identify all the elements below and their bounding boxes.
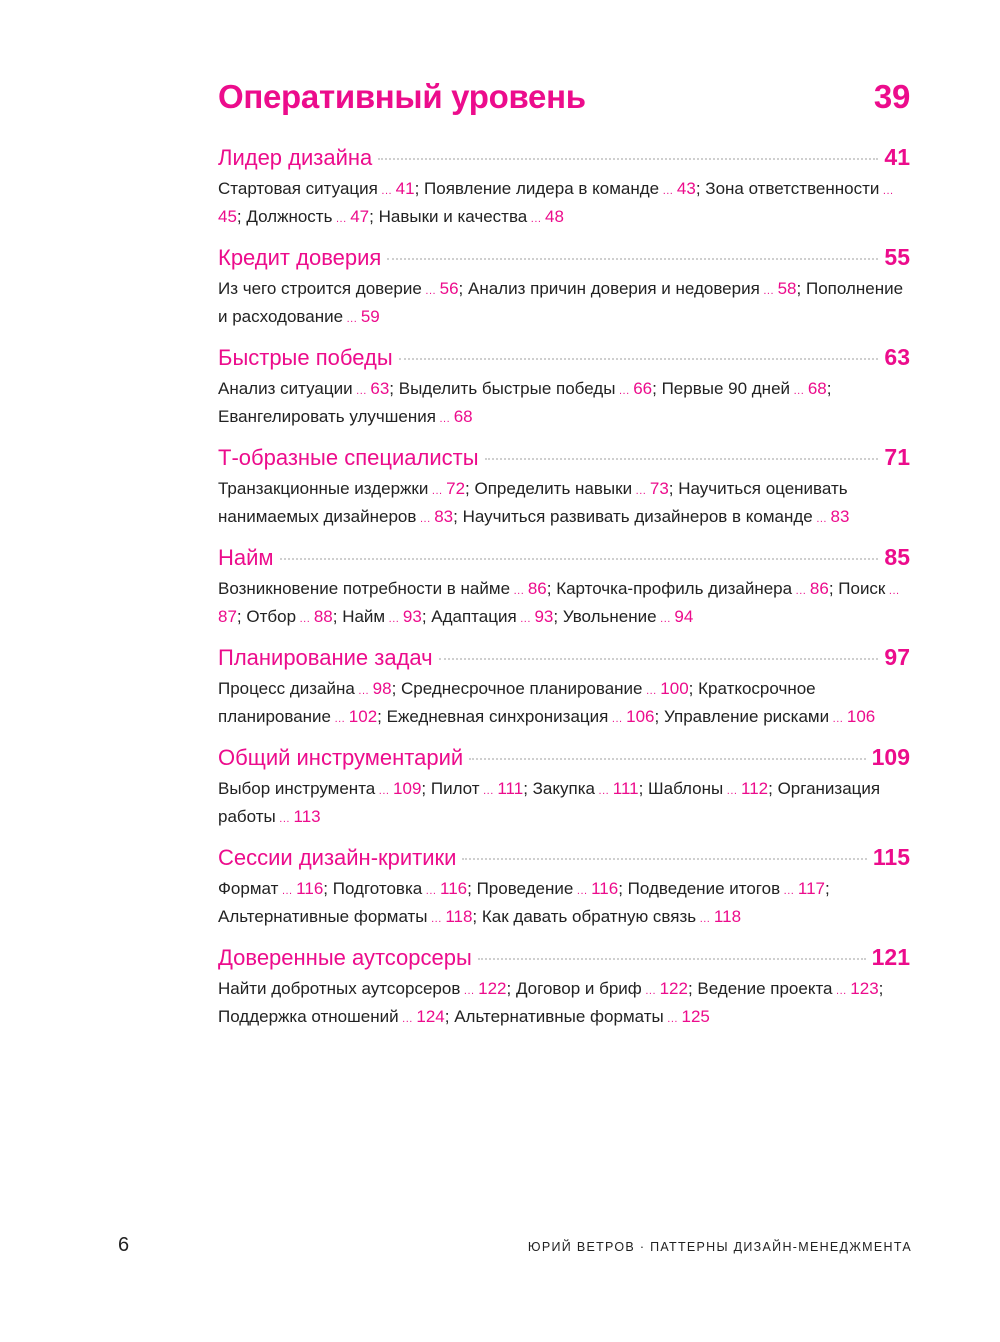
chapter-heading bbox=[218, 542, 910, 573]
section-title: Зона ответственности bbox=[705, 179, 880, 198]
chapter-page-number: 97 bbox=[884, 644, 910, 670]
section-entry bbox=[218, 479, 465, 498]
chapter-page-number: 63 bbox=[884, 344, 910, 370]
section-page-number: 122 bbox=[659, 979, 688, 998]
section-page-number: 58 bbox=[777, 279, 797, 298]
section-page-number: 109 bbox=[393, 779, 422, 798]
section-entry bbox=[401, 679, 689, 698]
section-title: Альтернативные форматы bbox=[218, 907, 428, 926]
section-page-number: 124 bbox=[416, 1007, 445, 1026]
section-title: Найм bbox=[342, 607, 386, 626]
section-entry bbox=[431, 607, 553, 626]
chapter-title: Быстрые победы bbox=[218, 345, 393, 370]
chapter-entry bbox=[218, 942, 910, 1032]
section-title: Как давать обратную связь bbox=[481, 907, 697, 926]
section-dot-leader: ... bbox=[332, 213, 351, 225]
section-entry bbox=[648, 779, 768, 798]
section-list: Стартовая ситуация ... 41; Появление лидера в команде ... 43; Зона ответственности ... 45; Должность ... 47; Навыки и качества ... 48 bbox=[218, 179, 894, 226]
section-page-number: 113 bbox=[293, 807, 321, 826]
section-title: Управление рисками bbox=[663, 707, 830, 726]
section-title: Подведение итогов bbox=[627, 879, 781, 898]
section-entry bbox=[342, 607, 422, 626]
section-list: Транзакционные издержки ... 72; Определить навыки ... 73; Научиться оценивать нанимаемых дизайнеров ... 83; Научиться развивать дизайнеров в команде ... 83 bbox=[218, 479, 850, 526]
section-entry bbox=[482, 907, 741, 926]
section-entry bbox=[463, 507, 850, 526]
section-dot-leader: ... bbox=[377, 185, 396, 197]
dot-leader bbox=[439, 658, 879, 660]
section-entry bbox=[379, 207, 564, 226]
section-page-number: 87 bbox=[218, 607, 237, 626]
section-page-number: 116 bbox=[440, 879, 468, 898]
section-title: Закупка bbox=[532, 779, 595, 798]
section-list: Найти добротных аутсорсеров ... 122; Договор и бриф ... 122; Ведение проекта ... 123; Поддержка отношений ... 124; Альтернативные форматы ... 125 bbox=[218, 979, 884, 1026]
section-page-number: 100 bbox=[660, 679, 689, 698]
section-page-number: 88 bbox=[313, 607, 333, 626]
section-title: Выбор инструмента bbox=[218, 779, 376, 798]
section-title: Транзакционные издержки bbox=[218, 479, 429, 498]
section-entry bbox=[218, 407, 473, 426]
section-title: Евангелировать улучшения bbox=[218, 407, 436, 426]
chapter-heading bbox=[218, 742, 910, 773]
dot-leader bbox=[478, 958, 866, 960]
section-title: Стартовая ситуация bbox=[218, 179, 378, 198]
section-dot-leader: ... bbox=[427, 913, 446, 925]
section-page-number: 118 bbox=[445, 907, 473, 926]
chapter-entry bbox=[218, 442, 910, 532]
section-dot-leader: ... bbox=[435, 413, 454, 425]
section-title: Адаптация bbox=[431, 607, 517, 626]
section-list: Возникновение потребности в найме ... 86; Карточка-профиль дизайнера ... 86; Поиск ... 87; Отбор ... 88; Найм ... 93; Адаптация ... 93; Увольнение ... 94 bbox=[218, 579, 900, 626]
section-page-number: 122 bbox=[478, 979, 507, 998]
dot-leader bbox=[280, 558, 879, 560]
section-dot-leader: ... bbox=[759, 285, 778, 297]
section-page-number: 56 bbox=[439, 279, 459, 298]
section-title: Увольнение bbox=[562, 607, 657, 626]
section-dot-leader: ... bbox=[812, 513, 831, 525]
section-dot-leader: ... bbox=[527, 213, 546, 225]
section-dot-leader: ... bbox=[696, 913, 714, 925]
section-entry bbox=[218, 179, 415, 198]
section-dot-leader: ... bbox=[479, 785, 498, 797]
section-entry bbox=[246, 207, 369, 226]
section-title: Проведение bbox=[476, 879, 574, 898]
section-entry bbox=[218, 779, 421, 798]
section-title: Поиск bbox=[838, 579, 886, 598]
section-page-number: 68 bbox=[453, 407, 473, 426]
section-title: Возникновение потребности в найме bbox=[218, 579, 511, 598]
chapter-title: Лидер дизайна bbox=[218, 145, 373, 170]
section-page-number: 94 bbox=[674, 607, 694, 626]
chapter-title: Найм bbox=[218, 545, 274, 570]
section-entry bbox=[628, 879, 825, 898]
chapter-heading bbox=[218, 642, 910, 673]
section-page-number: 59 bbox=[360, 307, 380, 326]
section-entry bbox=[454, 1007, 710, 1026]
section-dot-leader: ... bbox=[885, 585, 900, 597]
section-dot-leader: ... bbox=[659, 185, 677, 197]
section-title: Организация работы bbox=[218, 779, 881, 826]
section-dot-leader: ... bbox=[422, 885, 440, 897]
section-dot-leader: ... bbox=[656, 613, 675, 625]
section-title: Найти добротных аутсорсеров bbox=[218, 979, 461, 998]
chapter-page-number: 121 bbox=[871, 944, 910, 970]
section-entry bbox=[468, 279, 797, 298]
chapter-heading bbox=[218, 242, 910, 273]
section-title: Выделить быстрые победы bbox=[398, 379, 616, 398]
chapter-page-number: 85 bbox=[884, 544, 910, 570]
section-list: Формат ... 116; Подготовка ... 116; Проведение ... 116; Подведение итогов ... 117; Альтернативные форматы ... 118; Как давать обратную связь ... 118 bbox=[218, 879, 830, 926]
chapter-heading bbox=[218, 342, 910, 373]
section-dot-leader: ... bbox=[296, 613, 314, 625]
chapter-page-number: 41 bbox=[884, 144, 910, 170]
section-page-number: 111 bbox=[612, 779, 639, 798]
section-entry bbox=[563, 607, 693, 626]
page-number: 6 bbox=[118, 1234, 130, 1256]
chapter-entry bbox=[218, 642, 910, 732]
section-dot-leader: ... bbox=[573, 885, 592, 897]
chapter-heading bbox=[218, 142, 910, 173]
section-dot-leader: ... bbox=[398, 1013, 417, 1025]
section-page-number: 66 bbox=[633, 379, 653, 398]
section-title: Ежедневная синхронизация bbox=[386, 707, 609, 726]
chapter-page-number: 115 bbox=[872, 844, 910, 870]
part-page-number: 39 bbox=[873, 78, 910, 115]
section-entry bbox=[218, 907, 472, 926]
section-title: Поддержка отношений bbox=[218, 1007, 399, 1026]
section-page-number: 86 bbox=[527, 579, 547, 598]
section-dot-leader: ... bbox=[792, 585, 810, 597]
section-page-number: 93 bbox=[534, 607, 554, 626]
section-title: Формат bbox=[218, 879, 279, 898]
section-list: Из чего строится доверие ... 56; Анализ причин доверия и недоверия ... 58; Пополнение и расходование ... 59 bbox=[218, 279, 904, 326]
section-entry bbox=[474, 479, 668, 498]
section-page-number: 86 bbox=[809, 579, 829, 598]
chapter-title: Планирование задач bbox=[218, 645, 433, 670]
section-entry bbox=[424, 179, 696, 198]
section-page-number: 41 bbox=[395, 179, 415, 198]
section-dot-leader: ... bbox=[829, 713, 847, 725]
section-title: Навыки и качества bbox=[378, 207, 528, 226]
chapter-heading bbox=[218, 942, 910, 973]
chapter-entry bbox=[218, 742, 910, 832]
section-dot-leader: ... bbox=[663, 1013, 682, 1025]
chapter-entry bbox=[218, 242, 910, 332]
section-entry bbox=[477, 879, 619, 898]
dot-leader bbox=[462, 858, 866, 860]
section-title: Краткосрочное планирование bbox=[218, 679, 816, 726]
chapter-entry bbox=[218, 842, 910, 932]
section-dot-leader: ... bbox=[642, 685, 661, 697]
section-entry bbox=[387, 707, 655, 726]
dot-leader bbox=[387, 258, 878, 260]
dot-leader bbox=[469, 758, 865, 760]
section-dot-leader: ... bbox=[790, 385, 808, 397]
section-page-number: 68 bbox=[807, 379, 827, 398]
section-dot-leader: ... bbox=[594, 785, 613, 797]
chapter-title: Сессии дизайн-критики bbox=[218, 845, 457, 870]
section-title: Пилот bbox=[430, 779, 480, 798]
section-title: Среднесрочное планирование bbox=[401, 679, 643, 698]
part-heading bbox=[218, 78, 910, 132]
section-dot-leader: ... bbox=[275, 813, 294, 825]
section-entry bbox=[218, 679, 392, 698]
section-page-number: 123 bbox=[850, 979, 879, 998]
section-page-number: 118 bbox=[713, 907, 742, 926]
section-page-number: 111 bbox=[497, 779, 524, 798]
section-dot-leader: ... bbox=[343, 313, 361, 325]
chapter-title: Кредит доверия bbox=[218, 245, 382, 270]
section-title: Анализ ситуации bbox=[218, 379, 353, 398]
section-entry bbox=[697, 979, 878, 998]
section-entry bbox=[246, 607, 332, 626]
section-dot-leader: ... bbox=[615, 385, 634, 397]
section-title: Анализ причин доверия и недоверия bbox=[468, 279, 760, 298]
section-title: Научиться развивать дизайнеров в команде bbox=[462, 507, 813, 526]
chapter-heading bbox=[218, 842, 910, 873]
chapter-entry bbox=[218, 142, 910, 232]
section-page-number: 48 bbox=[545, 207, 564, 226]
section-title: Процесс дизайна bbox=[218, 679, 355, 698]
section-title: Появление лидера в команде bbox=[424, 179, 660, 198]
section-dot-leader: ... bbox=[352, 385, 371, 397]
section-page-number: 117 bbox=[797, 879, 825, 898]
section-title: Определить навыки bbox=[474, 479, 633, 498]
section-page-number: 45 bbox=[218, 207, 237, 226]
section-entry bbox=[399, 379, 652, 398]
section-entry bbox=[431, 779, 523, 798]
section-dot-leader: ... bbox=[780, 885, 798, 897]
section-entry bbox=[533, 779, 639, 798]
section-dot-leader: ... bbox=[516, 613, 535, 625]
section-dot-leader: ... bbox=[375, 785, 394, 797]
section-entry bbox=[516, 979, 688, 998]
section-title: Договор и бриф bbox=[515, 979, 642, 998]
section-page-number: 116 bbox=[591, 879, 619, 898]
section-page-number: 106 bbox=[626, 707, 655, 726]
section-page-number: 63 bbox=[370, 379, 390, 398]
table-of-contents bbox=[218, 78, 910, 1032]
chapter-title: Т-образные специалисты bbox=[218, 445, 479, 470]
section-dot-leader: ... bbox=[385, 613, 403, 625]
chapter-list bbox=[218, 142, 910, 1032]
section-dot-leader: ... bbox=[331, 713, 349, 725]
section-title: Отбор bbox=[246, 607, 297, 626]
section-dot-leader: ... bbox=[354, 685, 373, 697]
chapter-title: Доверенные аутсорсеры bbox=[218, 945, 472, 970]
section-page-number: 47 bbox=[350, 207, 370, 226]
section-page-number: 98 bbox=[372, 679, 392, 698]
dot-leader bbox=[378, 158, 878, 160]
section-page-number: 102 bbox=[348, 707, 378, 726]
running-title: ЮРИЙ ВЕТРОВ · ПАТТЕРНЫ ДИЗАЙН-МЕНЕДЖМЕНТА bbox=[527, 1240, 912, 1254]
section-list: Процесс дизайна ... 98; Среднесрочное планирование ... 100; Краткосрочное планирование ... 102; Ежедневная синхронизация ... 106; Управление рисками ... 106 bbox=[218, 679, 876, 726]
section-entry bbox=[218, 579, 547, 598]
section-dot-leader: ... bbox=[428, 485, 447, 497]
section-page-number: 72 bbox=[446, 479, 466, 498]
section-title: Из чего строится доверие bbox=[218, 279, 422, 298]
section-dot-leader: ... bbox=[641, 985, 660, 997]
dot-leader bbox=[485, 458, 879, 460]
chapter-heading bbox=[218, 442, 910, 473]
section-title: Альтернативные форматы bbox=[454, 1007, 664, 1026]
section-dot-leader: ... bbox=[632, 485, 650, 497]
section-dot-leader: ... bbox=[510, 585, 528, 597]
section-page-number: 112 bbox=[741, 779, 769, 798]
section-entry bbox=[218, 979, 507, 998]
section-page-number: 93 bbox=[402, 607, 422, 626]
section-entry bbox=[664, 707, 875, 726]
section-page-number: 83 bbox=[830, 507, 850, 526]
section-page-number: 106 bbox=[846, 707, 876, 726]
section-entry bbox=[556, 579, 829, 598]
section-dot-leader: ... bbox=[723, 785, 742, 797]
section-title: Пополнение и расходование bbox=[218, 279, 904, 326]
section-list: Анализ ситуации ... 63; Выделить быстрые победы ... 66; Первые 90 дней ... 68; Евангелировать улучшения ... 68 bbox=[218, 379, 832, 426]
section-entry bbox=[218, 279, 459, 298]
dot-leader bbox=[399, 358, 879, 360]
section-list: Выбор инструмента ... 109; Пилот ... 111; Закупка ... 111; Шаблоны ... 112; Организация работы ... 113 bbox=[218, 779, 881, 826]
section-dot-leader: ... bbox=[832, 985, 851, 997]
section-page-number: 73 bbox=[649, 479, 669, 498]
section-title: Шаблоны bbox=[648, 779, 724, 798]
section-page-number: 83 bbox=[434, 507, 454, 526]
section-page-number: 116 bbox=[296, 879, 324, 898]
chapter-title: Общий инструментарий bbox=[218, 745, 464, 770]
section-dot-leader: ... bbox=[421, 285, 440, 297]
section-dot-leader: ... bbox=[608, 713, 627, 725]
section-title: Должность bbox=[246, 207, 333, 226]
section-entry bbox=[218, 1007, 445, 1026]
section-title: Подготовка bbox=[332, 879, 423, 898]
section-title: Карточка-профиль дизайнера bbox=[556, 579, 793, 598]
chapter-entry bbox=[218, 542, 910, 632]
section-page-number: 125 bbox=[681, 1007, 710, 1026]
chapter-page-number: 55 bbox=[884, 244, 910, 270]
section-title: Ведение проекта bbox=[697, 979, 833, 998]
chapter-page-number: 109 bbox=[871, 744, 910, 770]
chapter-entry bbox=[218, 342, 910, 432]
section-title: Научиться оценивать нанимаемых дизайнеров bbox=[218, 479, 848, 526]
part-title: Оперативный уровень bbox=[218, 78, 586, 115]
section-dot-leader: ... bbox=[278, 885, 297, 897]
section-page-number: 43 bbox=[676, 179, 696, 198]
chapter-page-number: 71 bbox=[884, 444, 910, 470]
section-entry bbox=[333, 879, 467, 898]
section-dot-leader: ... bbox=[879, 185, 894, 197]
section-entry bbox=[218, 879, 323, 898]
section-dot-leader: ... bbox=[460, 985, 479, 997]
section-dot-leader: ... bbox=[416, 513, 435, 525]
section-entry bbox=[662, 379, 827, 398]
section-title: Первые 90 дней bbox=[661, 379, 791, 398]
section-entry bbox=[218, 379, 389, 398]
